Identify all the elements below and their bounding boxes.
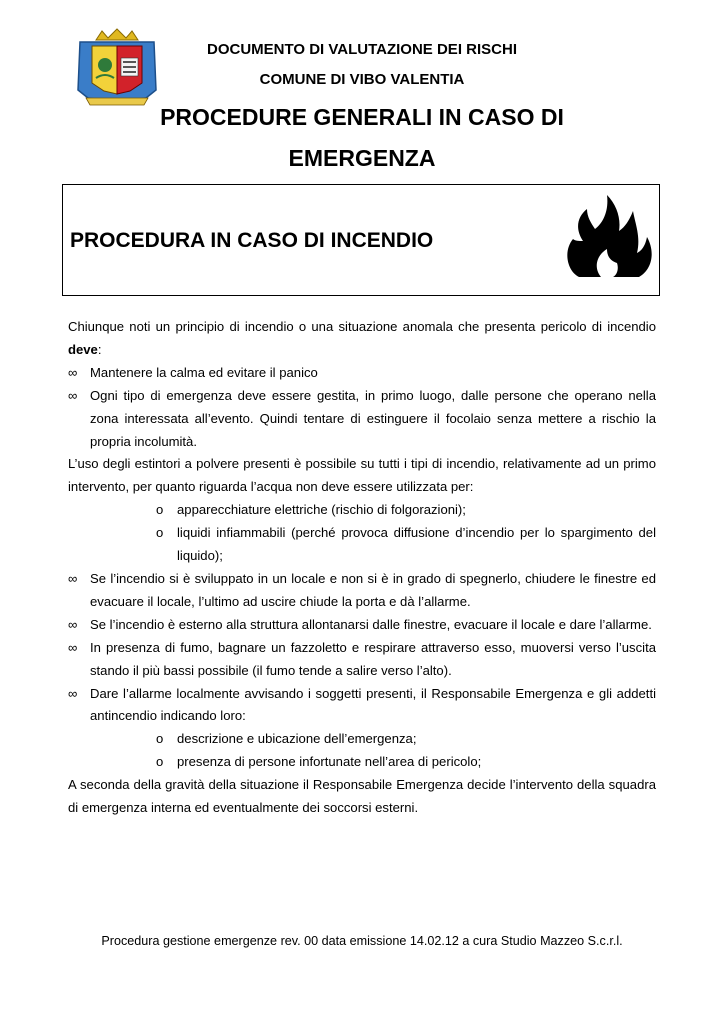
sub-list-item — [68, 499, 656, 522]
sub-list-item-text: presenza di persone infortunate nell’area di pericolo; — [177, 754, 482, 770]
sub-list-item-text: apparecchiature elettriche (rischio di folgorazioni); — [177, 502, 466, 518]
municipality-name: COMUNE DI VIBO VALENTIA — [259, 71, 465, 88]
bullet-marker: ∞ — [68, 685, 78, 701]
municipality-crest — [74, 28, 160, 106]
bullet-marker: ∞ — [68, 387, 78, 403]
sub-list-item — [68, 728, 656, 751]
list-item — [68, 637, 656, 683]
bullet-marker: ∞ — [68, 570, 78, 586]
page-title-continued: EMERGENZA — [288, 145, 436, 171]
list-item-text: Dare l’allarme localmente avvisando i soggetti presenti, il Responsabile Emergenza e gli addetti antincendio indicando loro: — [90, 685, 656, 724]
sub-bullet-marker: o — [156, 754, 164, 770]
page-title: PROCEDURE GENERALI IN CASO DI — [160, 104, 564, 130]
extinguisher-paragraph: L’uso degli estintori a polvere presenti è possibile su tutti i tipi di incendio, relativamente ad un primo intervento, per quanto riguarda l’acqua non deve essere utilizzata per: — [68, 456, 656, 495]
list-item — [68, 568, 656, 614]
sub-bullet-marker: o — [156, 731, 164, 747]
intro-bold: deve — [68, 341, 98, 357]
intro-paragraph — [68, 316, 656, 362]
list-item-text: In presenza di fumo, bagnare un fazzoletto e respirare attraverso esso, muoversi verso l’uscita stando il più bassi possibile (il fumo tende a salire verso l’alto). — [90, 639, 656, 678]
list-item-text: Mantenere la calma ed evitare il panico — [90, 364, 318, 380]
bullet-marker: ∞ — [68, 639, 78, 655]
list-item — [68, 683, 656, 729]
procedure-box — [62, 184, 660, 296]
sub-bullet-marker: o — [156, 525, 164, 541]
sub-list-item-text: descrizione e ubicazione dell’emergenza; — [177, 731, 417, 747]
list-item-text: Se l’incendio è esterno alla struttura allontanarsi dalle finestre, evacuare il locale e dare l’allarme. — [90, 616, 652, 632]
sub-bullet-marker: o — [156, 502, 164, 518]
closing-paragraph: A seconda della gravità della situazione il Responsabile Emergenza decide l’intervento della squadra di emergenza interna ed eventualmente dei soccorsi esterni. — [68, 777, 656, 816]
list-item — [68, 385, 656, 454]
bullet-marker: ∞ — [68, 364, 78, 380]
document-heading: DOCUMENTO DI VALUTAZIONE DEI RISCHI — [206, 41, 517, 58]
procedure-title: PROCEDURA IN CASO DI INCENDIO — [70, 229, 434, 252]
list-item — [68, 614, 656, 637]
bullet-marker: ∞ — [68, 616, 78, 632]
page-footer: Procedura gestione emergenze rev. 00 data emissione 14.02.12 a cura Studio Mazzeo S.c.r.l. — [101, 934, 623, 948]
fire-icon — [563, 193, 655, 279]
procedure-body — [68, 316, 656, 820]
list-item — [68, 362, 656, 385]
sub-list-item — [68, 751, 656, 774]
intro-text: Chiunque noti un principio di incendio o una situazione anomala che presenta pericolo di incendio — [68, 319, 656, 334]
intro-colon: : — [97, 341, 102, 357]
sub-list-item — [68, 522, 656, 568]
list-item-text: Se l’incendio si è sviluppato in un locale e non si è in grado di spegnerlo, chiudere le finestre ed evacuare il locale, l’ultimo ad uscire chiude la porta e dà l’allarme. — [90, 570, 656, 609]
sub-list-item-text: liquidi infiammabili (perché provoca diffusione d’incendio per lo spargimento del liquido); — [177, 525, 656, 564]
list-item-text: Ogni tipo di emergenza deve essere gestita, in primo luogo, dalle persone che operano nella zona interessata all’evento. Quindi tentare di estinguere il focolaio senza mettere a rischio la propria incolumità. — [90, 387, 656, 449]
